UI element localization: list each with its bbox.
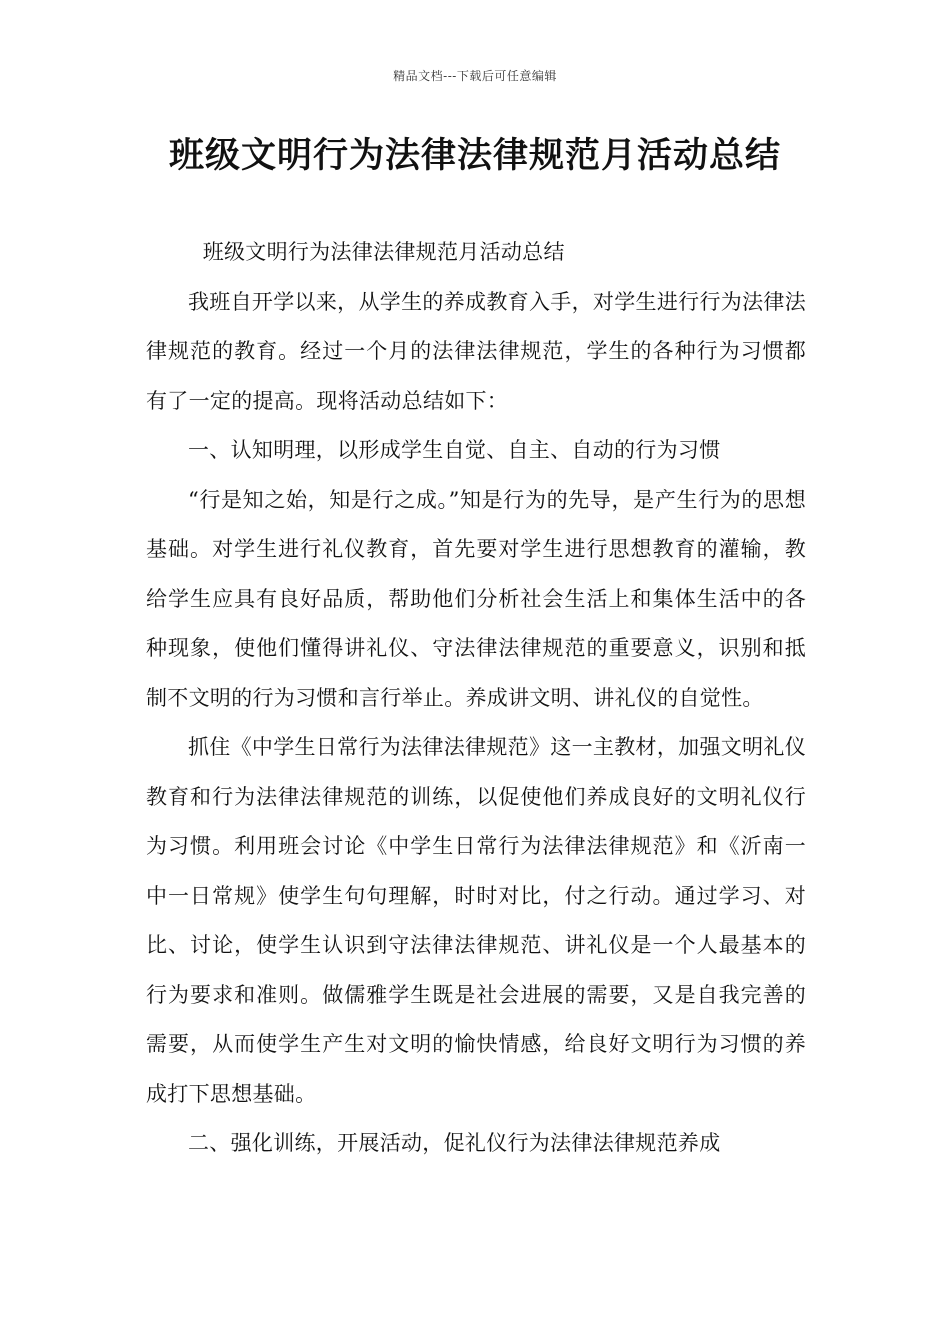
section-heading-2: 二、强化训练，开展活动，促礼仪行为法律法律规范养成 [188,1131,721,1155]
intro-paragraph: 我班自开学以来，从学生的养成教育入手，对学生进行行为法律法律规范的教育。经过一个月的法律法律规范，学生的各种行为习惯都有了一定的提高。现将活动总结如下： [146,289,806,413]
header-note: 精品文档---下载后可任意编辑 [393,69,557,83]
section-heading-1: 一、认知明理，以形成学生自觉、自主、自动的行为习惯 [188,438,721,462]
subtitle-paragraph: 班级文明行为法律法律规范月活动总结 [202,240,565,264]
body-paragraph: 抓住《中学生日常行为法律法律规范》这一主教材，加强文明礼仪教育和行为法律法律规范的训练，以促使他们养成良好的文明礼仪行为习惯。利用班会讨论《中学生日常行为法律法律规范》和《沂南一中一日常规》使学生句句理解，时时对比，付之行动。通过学习、对比、讨论，使学生认识到守法律法律规范、讲礼仪是一个人最基本的行为要求和准则。做儒雅学生既是社会进展的需要，又是自我完善的需要，从而使学生产生对文明的愉快情感，给良好文明行为习惯的养成打下思想基础。 [146,735,806,1106]
body-paragraph: “行是知之始，知是行之成。”知是行为的先导，是产生行为的思想基础。对学生进行礼仪教育，首先要对学生进行思想教育的灌输，教给学生应具有良好品质，帮助他们分析社会生活上和集体生活中的各种现象，使他们懂得讲礼仪、守法律法律规范的重要意义，识别和抵制不文明的行为习惯和言行举止。养成讲文明、讲礼仪的自觉性。 [146,487,806,710]
document-title: 班级文明行为法律法律规范月活动总结 [168,136,781,176]
document-body [146,228,806,1169]
